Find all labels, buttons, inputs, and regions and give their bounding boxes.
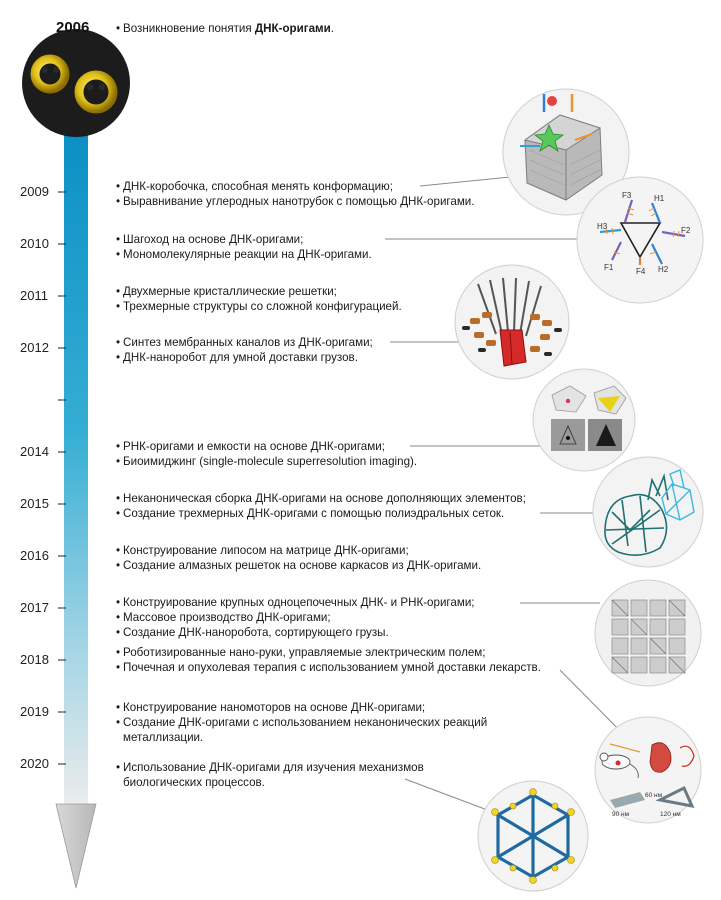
arm-label-120: 120 нм: [660, 811, 681, 818]
event-2017: [116, 595, 475, 641]
event-line: • Возникновение понятия ДНК-оригами.: [116, 22, 334, 35]
event-2006: [116, 21, 334, 36]
smiley-origami-image: [22, 29, 130, 137]
walker-label-f2: F2: [681, 226, 691, 235]
year-2015-label: 2015: [20, 496, 49, 511]
dna-walker-image: [577, 177, 703, 303]
year-2017-label: 2017: [20, 600, 49, 615]
event-line: • Роботизированные нано-руки, управляемые электрическим полем;: [116, 646, 486, 659]
mass-production-grid-image: [595, 580, 701, 686]
year-2016-label: 2016: [20, 548, 49, 563]
event-line: • Массовое производство ДНК-оригами;: [116, 611, 331, 625]
event-line: • Биоимиджинг (single-molecule superresolution imaging).: [116, 455, 418, 469]
arm-label-90: 90 нм: [612, 811, 630, 818]
walker-label-f4: F4: [636, 267, 646, 276]
event-line: • Почечная и опухолевая терапия с использованием умной доставки лекарств.: [116, 661, 541, 675]
event-2009: [116, 179, 475, 209]
year-2010-label: 2010: [20, 236, 49, 251]
event-line: • Создание трехмерных ДНК-оригами с помощью полиэдральных сеток.: [116, 507, 505, 521]
dna-container-image: [533, 369, 635, 471]
event-line: • ДНК-коробочка, способная менять конформацию;: [116, 180, 393, 193]
year-2012-label: 2012: [20, 340, 49, 355]
event-line: металлизации.: [123, 731, 204, 745]
icosahedral-cage-image: [478, 781, 588, 891]
walker-label-f1: F1: [604, 263, 614, 272]
event-2018: [116, 645, 541, 675]
year-2009-label: 2009: [20, 184, 49, 199]
arm-label-60: 60 нм: [645, 792, 663, 799]
event-2010: [116, 232, 372, 262]
event-line: • Использование ДНК-оригами для изучения механизмов: [116, 761, 424, 774]
event-line: • Синтез мембранных каналов из ДНК-оригами;: [116, 336, 373, 349]
walker-label-h2: H2: [658, 265, 669, 274]
walker-label-f3: F3: [622, 191, 632, 200]
year-2018-label: 2018: [20, 652, 49, 667]
event-line: • Шагоход на основе ДНК-оригами;: [116, 233, 304, 246]
membrane-channel-image: [455, 265, 569, 379]
event-2015: [116, 491, 526, 521]
event-line: • Создание алмазных решеток на основе каркасов из ДНК-оригами.: [116, 559, 482, 573]
event-line: • Мономолекулярные реакции на ДНК-оригами.: [116, 248, 372, 262]
event-2012: [116, 335, 373, 365]
timeline-arrow: [56, 128, 96, 888]
year-2006-label: 2006: [56, 19, 90, 36]
year-2014-label: 2014: [20, 444, 49, 459]
event-line: • Создание ДНК-наноробота, сортирующего грузы.: [116, 626, 389, 640]
walker-label-h1: H1: [654, 194, 665, 203]
event-line: • Конструирование крупных одноцепочечных ДНК- и РНК-оригами;: [116, 596, 475, 609]
event-line: • РНК-оригами и емкости на основе ДНК-оригами;: [116, 440, 385, 453]
event-line: • Трехмерные структуры со сложной конфигурацией.: [116, 300, 402, 314]
year-2011-label: 2011: [20, 288, 48, 303]
event-line: • Создание ДНК-оригами с использованием неканонических реакций: [116, 716, 488, 730]
event-line: • ДНК-наноробот для умной доставки грузов.: [116, 351, 358, 365]
event-line: • Конструирование наномоторов на основе ДНК-оригами;: [116, 701, 426, 714]
event-2019: [116, 700, 487, 746]
year-2020-label: 2020: [20, 756, 49, 771]
event-2011: [116, 284, 402, 314]
polyhedral-bunny-image: [593, 457, 703, 567]
event-2020: [116, 760, 424, 790]
event-line: • Двухмерные кристаллические решетки;: [116, 285, 337, 298]
event-2014: [116, 439, 417, 469]
therapy-nanoarm-image: [595, 717, 701, 823]
event-line: • Неканоническая сборка ДНК-оригами на основе дополняющих элементов;: [116, 492, 526, 505]
event-line: • Конструирование липосом на матрице ДНК-оригами;: [116, 544, 409, 557]
event-line: биологических процессов.: [123, 776, 265, 790]
event-line: • Выравнивание углеродных нанотрубок с помощью ДНК-оригами.: [116, 195, 475, 209]
event-2016: [116, 543, 481, 573]
highlight-term: ДНК-оригами: [254, 22, 331, 35]
walker-label-h3: H3: [597, 222, 608, 231]
year-2019-label: 2019: [20, 704, 49, 719]
